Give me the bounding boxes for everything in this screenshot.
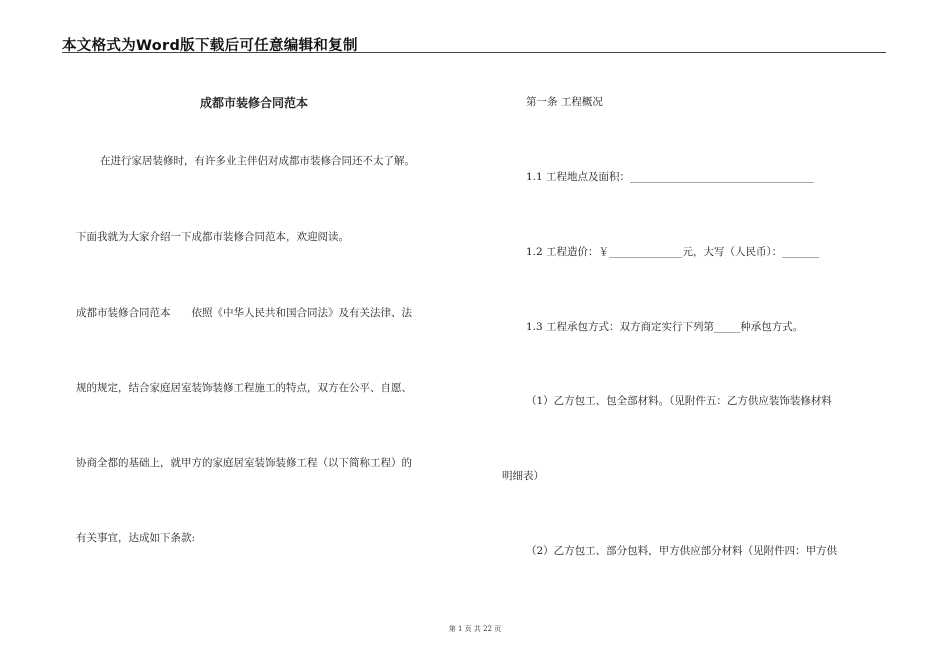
banner-divider	[62, 52, 886, 53]
paragraph-line: （1）乙方包工、包全部材料。（见附件五：乙方供应装饰装修材料	[526, 395, 832, 407]
paragraph-line: 协商全都的基础上，就甲方的家庭居室装饰装修工程（以下简称工程）的	[76, 457, 412, 469]
paragraph-line: 1.3 工程承包方式：双方商定实行下列第_____种承包方式。	[526, 321, 804, 333]
paragraph-line: 成都市装修合同范本 依照《中华人民共和国合同法》及有关法律、法	[76, 307, 412, 319]
paragraph-line: （2）乙方包工、部分包料，甲方供应部分材料（见附件四：甲方供	[526, 545, 838, 557]
paragraph-line: 下面我就为大家介绍一下成都市装修合同范本，欢迎阅读。	[76, 231, 349, 243]
paragraph-line: 明细表）	[502, 470, 544, 482]
paragraph-line: 1.1 工程地点及面积：___________________________________	[526, 171, 814, 183]
section-heading: 第一条 工程概况	[526, 96, 603, 108]
paragraph-line: 规的规定，结合家庭居室装饰装修工程施工的特点，双方在公平、自愿、	[76, 382, 412, 394]
paragraph-line: 有关事宜，达成如下条款:	[76, 532, 196, 544]
paragraph-line: 在进行家居装修时，有许多业主伴侣对成都市装修合同还不太了解。	[100, 155, 415, 167]
page-title: 成都市装修合同范本	[200, 96, 309, 110]
page-number: 第 1 页 共 22 页	[448, 625, 502, 633]
paragraph-line: 1.2 工程造价：￥______________元，大写（人民币）：_______	[526, 246, 820, 258]
document-banner: 本文格式为Word版下载后可任意编辑和复制	[62, 38, 358, 54]
